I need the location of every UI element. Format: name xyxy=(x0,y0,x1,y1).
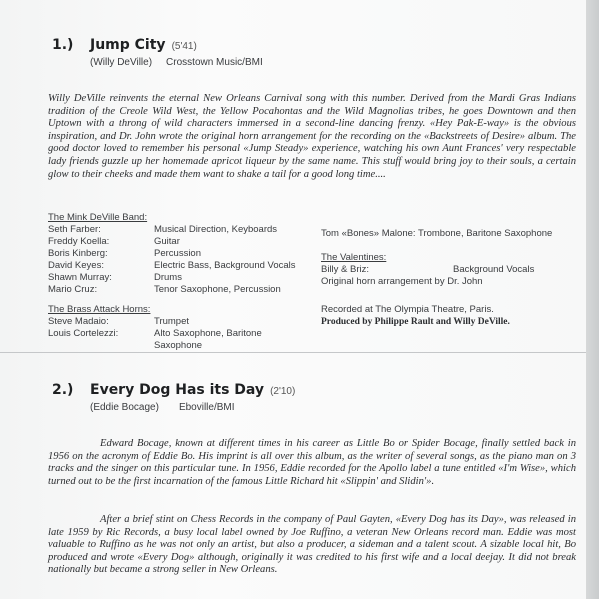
horn-arrangement-credit: Original horn arrangement by Dr. John xyxy=(321,276,483,287)
page-edge-shadow xyxy=(586,0,599,599)
producer-credit: Produced by Philippe Rault and Willy DeVille. xyxy=(321,317,510,327)
member-role: Guitar xyxy=(154,236,180,247)
track-2-paragraph-2: After a brief stint on Chess Records in the company of Paul Gayten, «Every Dog has its Day», was released in late 1959 by Ric Records, a busy local label owned by Joe Ruffino, a veteran New Orleans record man. Eddie was most valuable to Ruffino as he was not only an artist, but also a producer, a sideman and a talent scout. A sizable local hit, Bo produced and wrote «Every Dog» although, originally it was credited to his first wife and a local deejay. It did not break nationally but became a strong seller in New Orleans. xyxy=(48,514,576,576)
track-1-duration: (5'41) xyxy=(171,41,197,52)
track-1-author: (Willy DeVille) xyxy=(90,57,153,68)
member-role: Tenor Saxophone, Percussion xyxy=(154,284,281,295)
member-role: Trumpet xyxy=(154,316,190,327)
member-role: Electric Bass, Background Vocals xyxy=(154,260,296,271)
member-name: David Keyes: xyxy=(48,260,104,271)
member-role: Background Vocals xyxy=(453,264,535,275)
member-role: Percussion xyxy=(154,248,201,259)
mink-member-row xyxy=(48,272,182,284)
track-1-description: Willy DeVille reinvents the eternal New Orleans Carnival song with this number. Derived from the Mardi Gras Indians tradition of the Creole Wild West, the Yellow Pocahontas and the Wild Magnolias tribes, he goes Downtown and then Uptown with a throng of wild characters immersed in a second-line dancing frenzy. «Hey Pak-E-way» is the obvious inspiration, and Dr. John wrote the original horn arrangement for the recording on the «Backstreets of Desire» album. The good doctor loved to remember his personal «Jump Steady» experience, watching his own Aunt Frances' very respectable lady friends guzzle up her homemade apricot liqueur by the same name. This stuff would bring joy to their souls, a certain glow to their cheeks and made them want to shake a tail for a good long time.... xyxy=(48,93,576,180)
valentines-heading: The Valentines: xyxy=(321,252,387,263)
section-divider xyxy=(0,352,586,353)
member-name: Shawn Murray: xyxy=(48,272,112,283)
brass-horns-heading: The Brass Attack Horns: xyxy=(48,304,151,315)
mink-member-row xyxy=(48,260,296,272)
valentines-row xyxy=(321,264,535,276)
member-name: Mario Cruz: xyxy=(48,284,98,295)
track-2-author: (Eddie Bocage) xyxy=(90,402,159,413)
track-2-header xyxy=(52,382,295,398)
track-2-title: Every Dog Has its Day xyxy=(90,382,265,398)
member-name: Billy & Briz: xyxy=(321,264,370,275)
track-2-number: 2.) xyxy=(52,382,74,398)
track-2-publisher: Eboville/BMI xyxy=(178,402,235,413)
member-name: Boris Kinberg: xyxy=(48,248,108,259)
member-role: Drums xyxy=(154,272,182,283)
tom-malone-credit: Tom «Bones» Malone: Trombone, Baritone Saxophone xyxy=(321,228,553,239)
mink-member-row xyxy=(48,236,180,248)
member-role: Musical Direction, Keyboards xyxy=(154,224,278,235)
member-role: Alto Saxophone, Baritone xyxy=(154,328,262,339)
track-2-credit xyxy=(90,402,235,413)
track-1-number: 1.) xyxy=(52,37,74,53)
mink-member-row xyxy=(48,224,278,236)
member-name: Louis Cortelezzi: xyxy=(48,328,119,339)
member-name: Seth Farber: xyxy=(48,224,101,235)
track-2-duration: (2'10) xyxy=(270,386,296,397)
mink-member-row xyxy=(48,284,281,296)
brass-member-row xyxy=(48,316,190,328)
member-name: Steve Madaio: xyxy=(48,316,109,327)
track-1-title: Jump City xyxy=(90,37,166,53)
track-1-header xyxy=(52,37,197,53)
recording-location: Recorded at The Olympia Theatre, Paris. xyxy=(321,304,494,315)
brass-member-row xyxy=(48,328,262,340)
mink-member-row xyxy=(48,248,201,260)
mink-band-heading: The Mink DeVille Band: xyxy=(48,212,148,223)
member-role-continued: Saxophone xyxy=(154,340,203,351)
track-1-credit xyxy=(90,57,263,68)
member-name: Freddy Koella: xyxy=(48,236,110,247)
track-2-paragraph-1: Edward Bocage, known at different times in his career as Little Bo or Spider Bocage, finally settled back in 1956 on the acronym of Eddie Bo. His imprint is all over this album, as the writer of several songs, as the piano man on 3 tracks and the singer on this particular tune. In 1956, Eddie recorded for the Apollo label a tune entitled «I'm Wise», which turned out to be the first incarnation of the famous Little Richard hit «Slippin' and Slidin'». xyxy=(48,438,576,487)
track-1-publisher: Crosstown Music/BMI xyxy=(166,57,263,68)
